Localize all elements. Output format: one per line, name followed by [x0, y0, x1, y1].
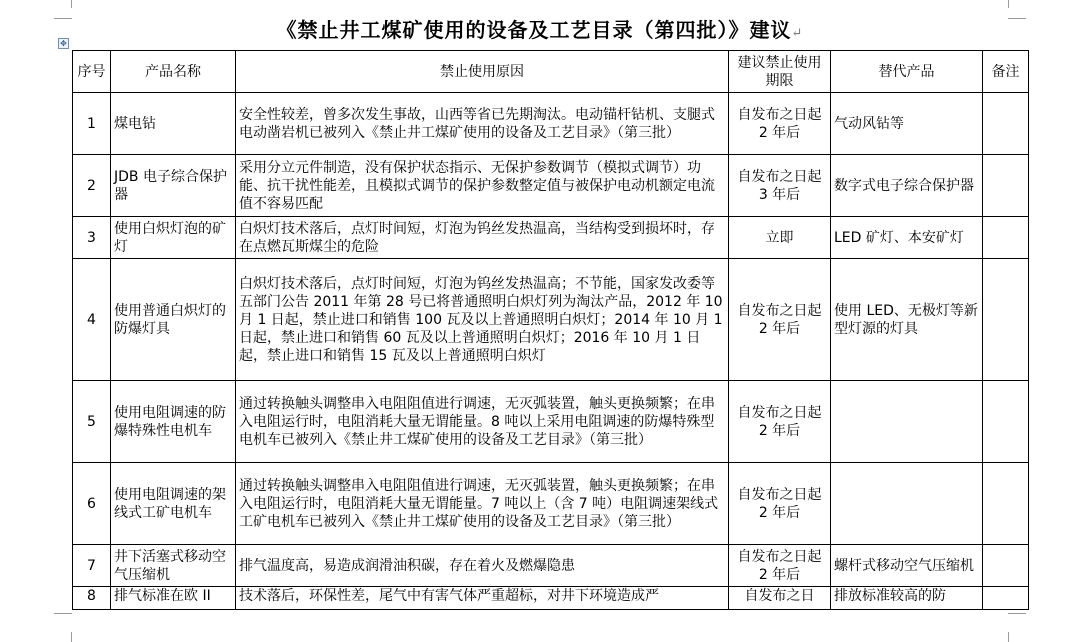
- table-row: [73, 463, 1029, 545]
- cell-reason: 白炽灯技术落后，点灯时间短，灯泡为钨丝发热温高，当结构受到损坏时，存在点燃瓦斯煤尘的危险: [236, 217, 729, 259]
- cell-note: [983, 381, 1029, 463]
- cell-seq: 7: [73, 545, 111, 587]
- cell-deadline: 自发布之日起 3 年后: [729, 155, 831, 217]
- cell-deadline: 自发布之日起 2 年后: [729, 463, 831, 545]
- cell-note: [983, 155, 1029, 217]
- cell-seq: 3: [73, 217, 111, 259]
- cell-reason: 排气温度高，易造成润滑油积碳，存在着火及燃爆隐患: [236, 545, 729, 587]
- page-corner-mark: [71, 632, 72, 642]
- table-row: [73, 587, 1029, 610]
- cell-alt: 螺杆式移动空气压缩机: [831, 545, 983, 587]
- cell-deadline: 自发布之日起 2 年后: [729, 381, 831, 463]
- cell-reason: 通过转换触头调整串入电阻阻值进行调速，无灭弧装置，触头更换频繁；在串入电阻运行时，电阻消耗大量无谓能量。7 吨以上（含 7 吨）电阻调速架线式工矿电机车已被列入《禁止井工煤矿使用的设备及工艺目录》（第三批）: [236, 463, 729, 545]
- cell-deadline: 立即: [729, 217, 831, 259]
- cell-seq: 6: [73, 463, 111, 545]
- header-seq: 序号: [73, 51, 111, 93]
- table-row: [73, 217, 1029, 259]
- header-reason: 禁止使用原因: [236, 51, 729, 93]
- cell-alt: 气动风钻等: [831, 93, 983, 155]
- page-corner-mark: [1008, 632, 1009, 642]
- cell-name: JDB 电子综合保护器: [111, 155, 236, 217]
- cell-seq: 1: [73, 93, 111, 155]
- paragraph-mark: ↵: [791, 26, 804, 41]
- cell-name: 使用电阻调速的架线式工矿电机车: [111, 463, 236, 545]
- cell-name: 使用普通白炽灯的防爆灯具: [111, 259, 236, 381]
- table-row: [73, 545, 1029, 587]
- document-title: [0, 14, 1080, 43]
- cell-alt: 数字式电子综合保护器: [831, 155, 983, 217]
- table-row: [73, 381, 1029, 463]
- cell-name: 井下活塞式移动空气压缩机: [111, 545, 236, 587]
- page-corner-mark: [54, 613, 72, 632]
- cell-reason: 通过转换触头调整串入电阻阻值进行调速，无灭弧装置，触头更换频繁；在串入电阻运行时，电阻消耗大量无谓能量。8 吨以上采用电阻调速的防爆特殊型电机车已被列入《禁止井工煤矿使用的设备及工艺目录》（第三批）: [236, 381, 729, 463]
- cell-alt: 使用 LED、无极灯等新型灯源的灯具: [831, 259, 983, 381]
- table-row: [73, 93, 1029, 155]
- cell-alt: 排放标准较高的防: [831, 587, 983, 610]
- document-title-text: 《禁止井工煤矿使用的设备及工艺目录（第四批）》建议: [276, 18, 792, 42]
- page-corner-mark: [71, 0, 72, 8]
- cell-alt: LED 矿灯、本安矿灯: [831, 217, 983, 259]
- cell-seq: 4: [73, 259, 111, 381]
- cell-note: [983, 545, 1029, 587]
- cell-deadline: 自发布之日起 2 年后: [729, 259, 831, 381]
- cell-alt: [831, 381, 983, 463]
- page-corner-mark: [1008, 613, 1026, 632]
- cell-seq: 5: [73, 381, 111, 463]
- cell-deadline: 自发布之日起 2 年后: [729, 545, 831, 587]
- header-name: 产品名称: [111, 51, 236, 93]
- cell-note: [983, 463, 1029, 545]
- cell-note: [983, 217, 1029, 259]
- cell-deadline: 自发布之日起 2 年后: [729, 93, 831, 155]
- cell-name: 排气标准在欧 II: [111, 587, 236, 610]
- cell-seq: 8: [73, 587, 111, 610]
- cell-note: [983, 259, 1029, 381]
- table-header-row: [73, 51, 1029, 93]
- page-corner-mark: [1008, 0, 1009, 8]
- cell-name: 使用白炽灯泡的矿灯: [111, 217, 236, 259]
- cell-reason: 采用分立元件制造，没有保护状态指示、无保护参数调节（模拟式调节）功能、抗干扰性能差，且模拟式调节的保护参数整定值与被保护电动机额定电流值不容易匹配: [236, 155, 729, 217]
- cell-name: 使用电阻调速的防爆特殊性电机车: [111, 381, 236, 463]
- header-note: 备注: [983, 51, 1029, 93]
- table-row: [73, 259, 1029, 381]
- cell-reason: 安全性较差，曾多次发生事故，山西等省已先期淘汰。电动锚杆钻机、支腿式电动凿岩机已被列入《禁止井工煤矿使用的设备及工艺目录》（第三批）: [236, 93, 729, 155]
- cell-note: [983, 93, 1029, 155]
- cell-reason: 技术落后，环保性差，尾气中有害气体严重超标，对井下环境造成严: [236, 587, 729, 610]
- table-row: [73, 155, 1029, 217]
- header-deadline: 建议禁止使用期限: [729, 51, 831, 93]
- cell-reason: 白炽灯技术落后，点灯时间短，灯泡为钨丝发热温高；不节能，国家发改委等五部门公告 2011 年第 28 号已将普通照明白炽灯列为淘汰产品，2012 年 10 月 1 日起，禁止进口和销售 100 瓦及以上普通照明白炽灯；2014 年 10 月 1 日起，禁止进口和销售 60 瓦及以上普通照明白炽灯；2016 年 10 月 1 日起，禁止进口和销售 15 瓦及以上普通照明白炽灯: [236, 259, 729, 381]
- header-alt: 替代产品: [831, 51, 983, 93]
- cell-note: [983, 587, 1029, 610]
- cell-deadline: 自发布之日: [729, 587, 831, 610]
- cell-alt: [831, 463, 983, 545]
- cell-name: 煤电钻: [111, 93, 236, 155]
- equipment-table: [72, 50, 1029, 610]
- table-move-handle-icon[interactable]: ✥: [58, 38, 69, 49]
- cell-seq: 2: [73, 155, 111, 217]
